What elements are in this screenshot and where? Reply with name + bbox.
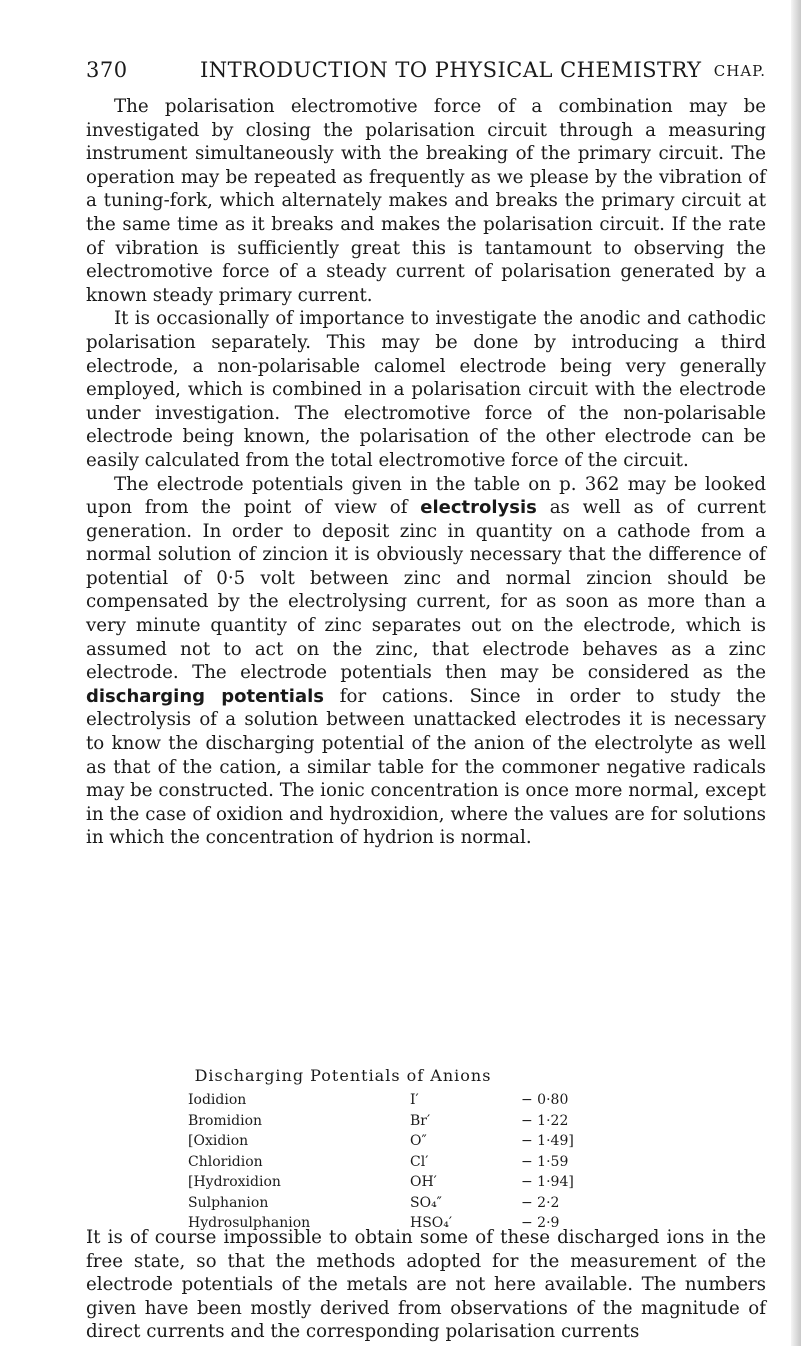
table-row (188, 1193, 608, 1214)
anion-name: Bromidion (188, 1112, 263, 1129)
paragraph-1: The polarisation electromotive force of a combination may be investigated by closing the polarisation circuit through a measuring instrument simultaneously with the breaking of the primary circuit. The operation may be repeated as frequently as we please by the vibration of a tuning-fork, which alternately makes and breaks the primary circuit at the same time as it breaks and makes the polarisation circuit. If the rate of vibration is sufficiently great this is tantamount to observing the electromotive force of a steady current of polarisation generated by a known steady primary current. (86, 96, 766, 306)
page-number: 370 (86, 58, 128, 82)
paragraph-3-text-c: for cations. Since in order to study the electrolysis of a solution between unattacked electrodes it is necessary to know the discharging potential of the anion of the electrolyte as well as that of the cation, a similar table for the commoner negative radicals may be constructed. The ionic concentration is once more normal, except in the case of oxidion and hydroxidion, where the values are for solutions in which the concentration of hydrion is normal. (86, 685, 767, 849)
anion-potential: − 2·2 (521, 1194, 560, 1211)
anion-potential: − 1·94] (521, 1174, 574, 1190)
anion-potential: − 2·9 (521, 1215, 560, 1231)
running-title: INTRODUCTION TO PHYSICAL CHEMISTRY (200, 58, 702, 82)
table-row (188, 1152, 608, 1173)
paragraph-4: It is of course impossible to obtain some of these discharged ions in the free state, so that the methods adopted for the measurement of the electrode potentials of the metals are not here available. The numbers given have been mostly derived from observations of the magnitude of direct currents and the corresponding polarisation currents (86, 1227, 766, 1343)
anion-symbol: SO₄″ (410, 1194, 442, 1211)
chapter-label: CHAP. (713, 62, 766, 80)
table-row (188, 1172, 608, 1193)
anion-symbol: Cl′ (410, 1153, 429, 1170)
paragraph-3-text-b: as well as of current generation. In order to deposit zinc in quantity on a cathode from a normal solution of zincion it is obviously necessary that the difference of potential of 0·5 volt between zinc and normal zincion should be compensated by the electrolysing current, for as soon as more than a very minute quantity of zinc separates out on the electrode, which is assumed not to act on the zinc, that electrode behaves as a zinc electrode. The electrode potentials then may be considered as the (86, 497, 766, 684)
anion-symbol: HSO₄′ (410, 1215, 453, 1231)
closing-text (86, 1226, 766, 1344)
anion-name: [Hydroxidion (188, 1174, 281, 1190)
anion-name: Chloridion (188, 1153, 263, 1170)
table-row (188, 1090, 608, 1111)
anion-symbol: Br′ (410, 1112, 431, 1129)
anion-potential: − 1·59 (521, 1153, 569, 1170)
main-text (86, 95, 766, 850)
paragraph-3-text-a: The electrode potentials given in the table on p. 362 may be looked upon from the point of view of (86, 473, 766, 519)
anion-name: Sulphanion (188, 1194, 269, 1211)
paragraph-3 (86, 473, 766, 851)
anion-symbol: I′ (410, 1092, 419, 1108)
anion-potential: − 1·22 (521, 1112, 569, 1129)
anion-name: Iodidion (188, 1092, 247, 1108)
table-row (188, 1111, 608, 1132)
paragraph-2: It is occasionally of importance to investigate the anodic and cathodic polarisation separately. This may be done by introducing a third electrode, a non-polarisable calomel electrode being very generally employed, which is combined in a polarisation circuit with the electrode under investigation. The electromotive force of the non-polarisable electrode being known, the polarisation of the other electrode can be easily calculated from the total electromotive force of the circuit. (86, 308, 766, 471)
term-discharging-potentials: discharging potentials (86, 685, 324, 707)
anion-name: [Oxidion (188, 1133, 249, 1149)
anion-potential: − 0·80 (521, 1092, 569, 1108)
anion-potentials-table (188, 1090, 608, 1234)
anion-potential: − 1·49] (521, 1133, 574, 1149)
anion-symbol: OH′ (410, 1174, 437, 1190)
table-title: Discharging Potentials of Anions (194, 1066, 492, 1085)
term-electrolysis: electrolysis (420, 497, 537, 519)
anion-symbol: O″ (410, 1133, 427, 1149)
table-row (188, 1131, 608, 1152)
page-edge-shadow (791, 0, 801, 1346)
anion-name: Hydrosulphanion (188, 1215, 311, 1231)
